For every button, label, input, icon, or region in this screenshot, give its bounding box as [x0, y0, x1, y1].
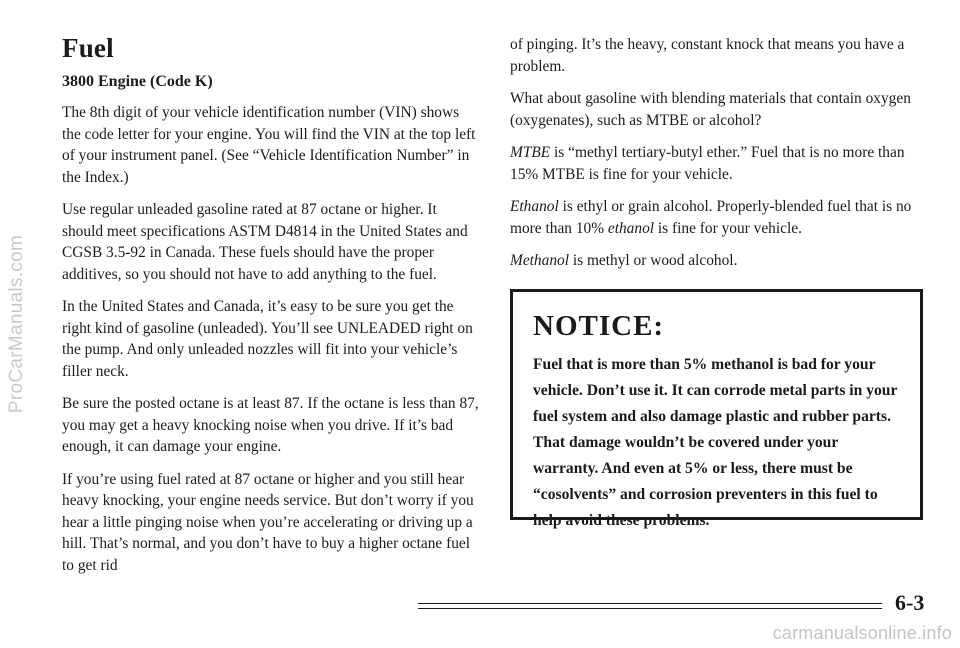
paragraph-oxygenates: What about gasoline with blending materials that contain oxygen (oxygenates), such as MTBE or alcohol? [510, 90, 911, 129]
paragraph-pinging: If you’re using fuel rated at 87 octane or higher and you still hear heavy knocking, your engine needs service. But don’t worry if you hear a little pinging noise when you’re accelerating or driving up a hill. That’s normal, and you don’t have to buy a higher octane fuel to get rid [62, 470, 474, 574]
notice-body: Fuel that is more than 5% methanol is bad for your vehicle. Don’t use it. It can corrode metal parts in your fuel system and also damage plastic and rubber parts. That damage wouldn’t be covered under your warranty. And even at 5% or less, there must be “cosolvents” and corrosion preventers in this fuel to help avoid these problems. [533, 356, 898, 529]
term-mtbe: MTBE [510, 144, 551, 161]
page-number: 6-3 [895, 590, 925, 615]
section-title: Fuel [62, 33, 114, 63]
paragraph-ethanol [510, 196, 928, 239]
paragraph-vin: The 8th digit of your vehicle identification number (VIN) shows the code letter for your engine. You will find the VIN at the top left of your instrument panel. (See “Vehicle Identification Number” in the Index.) [62, 104, 476, 186]
right-column [510, 34, 928, 283]
ethanol-definition-b: is fine for your vehicle. [654, 219, 802, 237]
paragraph-knocking: Be sure the posted octane is at least 87. If the octane is less than 87, you may get a heavy knocking noise when you drive. If it’s bad enough, it can damage your engine. [62, 395, 479, 455]
paragraph-methanol [510, 250, 928, 272]
paragraph-mtbe [510, 142, 928, 185]
footer-rule-secondary [418, 608, 882, 609]
ethanol-definition-a: is ethyl or grain alcohol. Properly-blended fuel that is no more than 10% [510, 198, 912, 237]
watermark-bottom: carmanualsonline.info [772, 623, 952, 643]
methanol-definition: is methyl or wood alcohol. [569, 252, 738, 269]
watermark-left-text: ProCarManuals.com [6, 234, 27, 414]
mtbe-definition: is “methyl tertiary-butyl ether.” Fuel that is no more than 15% MTBE is fine for your vehicle. [510, 144, 905, 183]
term-ethanol: Ethanol [510, 198, 559, 215]
engine-subtitle: 3800 Engine (Code K) [62, 73, 213, 90]
paragraph-octane-spec: Use regular unleaded gasoline rated at 87 octane or higher. It should meet specifications ASTM D4814 in the United States and CGSB 3.5-92 in Canada. These fuels should have the proper additives, so you should not have to add anything to the fuel. [62, 201, 468, 283]
notice-box [510, 289, 923, 529]
footer-rule [418, 603, 882, 604]
watermark-left [2, 0, 32, 648]
term-ethanol-inline: ethanol [607, 219, 655, 237]
paragraph-pinging-cont: of pinging. It’s the heavy, constant knock that means you have a problem. [510, 36, 905, 75]
paragraph-unleaded: In the United States and Canada, it’s easy to be sure you get the right kind of gasoline (unleaded). You’ll see UNLEADED right on the pump. And only unleaded nozzles will fit into your vehicle’s filler neck. [62, 298, 473, 380]
notice-heading: NOTICE: [533, 310, 665, 342]
term-methanol: Methanol [510, 252, 569, 269]
left-column [62, 32, 480, 587]
